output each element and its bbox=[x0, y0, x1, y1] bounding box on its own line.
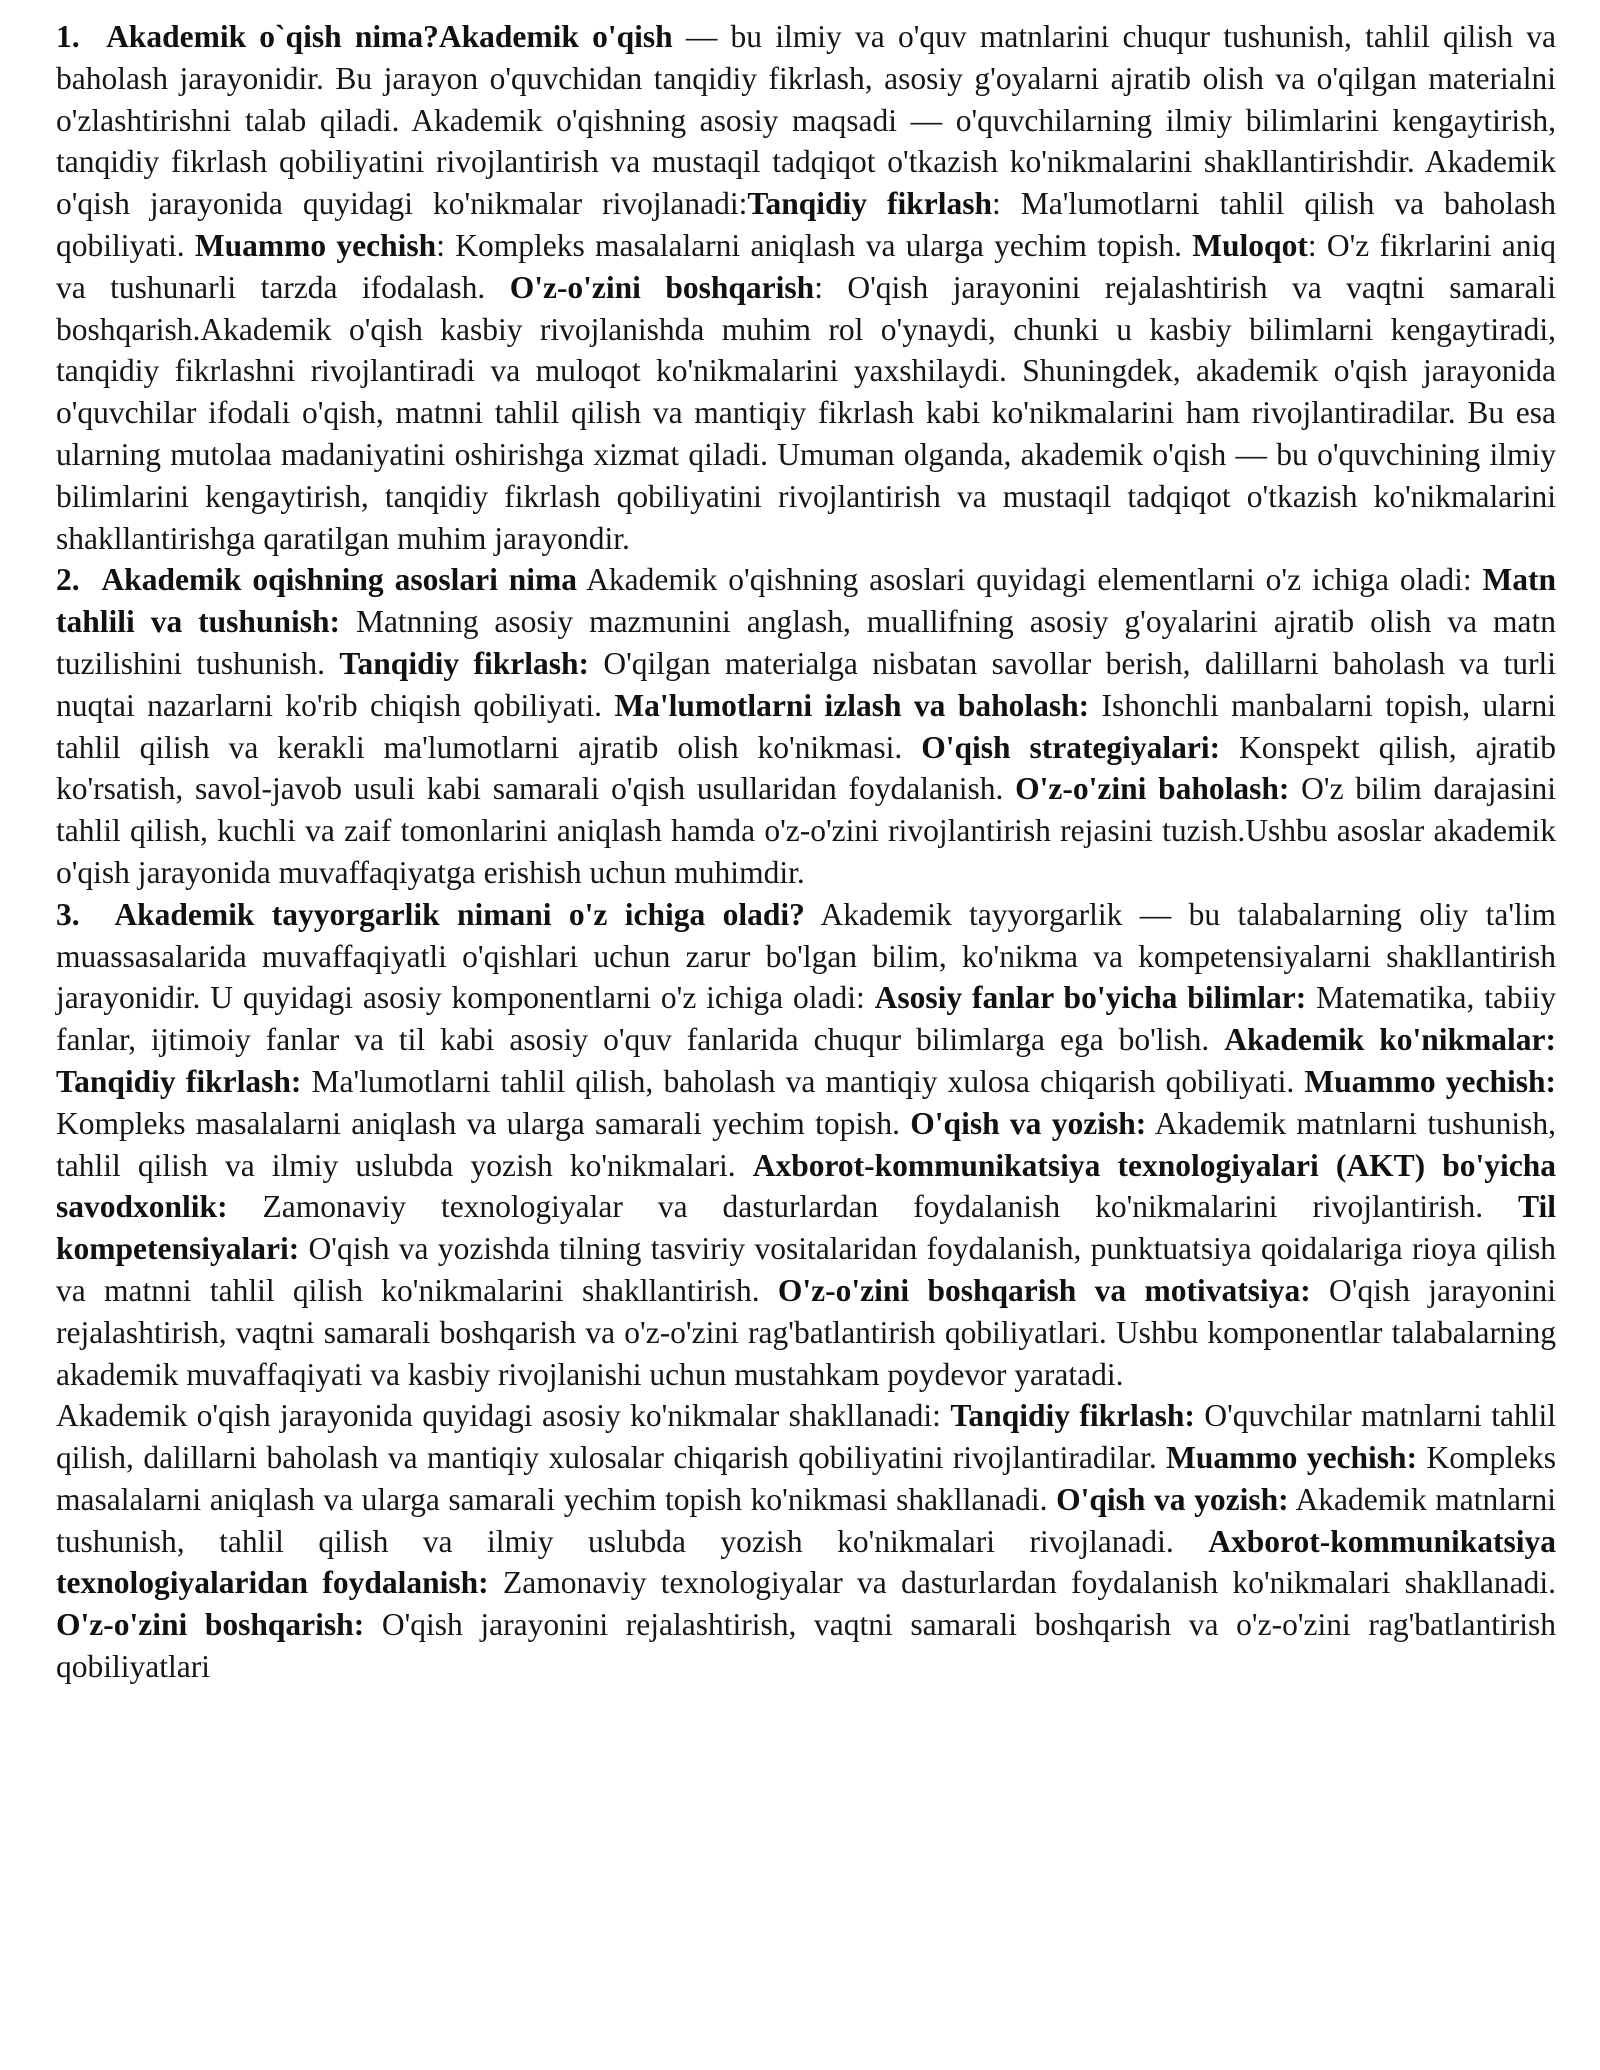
text-run: : Kompleks masalalarni aniqlash va ularga yechim topish. bbox=[436, 227, 1193, 263]
section-1 bbox=[56, 16, 1556, 559]
term: O'z-o'zini baholash: bbox=[1015, 771, 1290, 807]
text-run: Ma'lumotlarni tahlil qilish, baholash va mantiqiy xulosa chiqarish qobiliyati. bbox=[301, 1063, 1305, 1099]
term: Muammo yechish: bbox=[1304, 1063, 1556, 1099]
section-number: 2. bbox=[56, 562, 80, 598]
text-run: O'qish jarayonini rejalashtirish, vaqtni samarali boshqarish va o'z-o'zini rag'batlantirish qobiliyatlari bbox=[56, 1607, 1556, 1685]
text-run: Kompleks masalalarni aniqlash va ularga samarali yechim topish ko'nikmasi shakllanadi. bbox=[56, 1440, 1557, 1517]
term: Tanqidiy fikrlash: bbox=[339, 645, 589, 681]
term: Asosiy fanlar bo'yicha bilimlar: bbox=[874, 980, 1307, 1016]
text-run: Konspekt qilish, ajratib ko'rsatish, savol-javob usuli kabi samarali o'qish usullaridan foydalanish. bbox=[56, 729, 1556, 807]
term: Muammo yechish bbox=[194, 227, 437, 263]
section-heading: Akademik oqishning asoslari nima bbox=[101, 562, 577, 598]
text-run: O'qish va yozishda tilning tasviriy vositalaridan foydalanish, punktuatsiya qoidalariga rioya qilish va matnni tahlil qilish ko'nikmalarini shakllantirish. bbox=[56, 1231, 1556, 1308]
text-run: O'z bilim darajasini tahlil qilish, kuchli va zaif tomonlarini aniqlash hamda o'z-o'zini rivojlantirish rejasini tuzish.Ushbu asoslar akademik o'qish jarayonida muvaffaqiyatga erishish uchun muhimdir. bbox=[56, 771, 1556, 890]
term: Tanqidiy fikrlash bbox=[747, 186, 993, 222]
text-run: Akademik matnlarni tushunish, tahlil qilish va ilmiy uslubda yozish ko'nikmalari. bbox=[56, 1105, 1556, 1183]
text-run: O'quvchilar matnlarni tahlil qilish, dalillarni baholash va mantiqiy xulosalar chiqarish qobiliyatini rivojlantiradilar. bbox=[56, 1398, 1556, 1476]
term: Axborot-kommunikatsiya texnologiyalari (AKT) bo'yicha savodxonlik: bbox=[56, 1147, 1556, 1225]
term: Muloqot bbox=[1192, 227, 1308, 263]
text-run: Zamonaviy texnologiyalar va dasturlardan foydalanish ko'nikmalari shakllanadi. bbox=[488, 1565, 1556, 1601]
text-run: : O'qish jarayonini rejalashtirish va vaqtni samarali boshqarish.Akademik o'qish kasbiy rivojlanishda muhim rol o'ynaydi, chunki u kasbiy bilimlarni kengaytiradi, tanqidiy fikrlashni rivojlantiradi va muloqot ko'nikmalarini yaxshilaydi. Shuningdek, akademik o'qish jarayonida o'quvchilar ifodali o'qish, matnni tahlil qilish va mantiqiy fikrlash kabi ko'nikmalarini ham rivojlantiradilar. Bu esa ularning mutolaa madaniyatini oshirishga xizmat qiladi. Umuman olganda, akademik o'qish — bu o'quvchining ilmiy bilimlarini kengaytirish, tanqidiy fikrlash qobiliyatini rivojlantirish va mustaqil tadqiqot o'tkazish ko'nikmalarini shakllantirishga qaratilgan muhim jarayondir. bbox=[56, 269, 1556, 556]
text-run: Akademik o'qishning asoslari quyidagi elementlarni o'z ichiga oladi: bbox=[577, 562, 1483, 598]
section-number: 3. bbox=[56, 896, 80, 932]
text-run: Matematika, tabiiy fanlar, ijtimoiy fanlar va til kabi asosiy o'quv fanlarida chuqur bilimlarga ega bo'lish. bbox=[56, 980, 1556, 1058]
text-run: Ishonchli manbalarni topish, ularni tahlil qilish va kerakli ma'lumotlarni ajratib olish ko'nikmasi. bbox=[56, 687, 1556, 765]
term: O'qish va yozish: bbox=[910, 1105, 1147, 1141]
section-number: 1. bbox=[56, 19, 80, 54]
term: Tanqidiy fikrlash: bbox=[950, 1398, 1195, 1434]
term: Ma'lumotlarni izlash va baholash: bbox=[614, 687, 1090, 723]
term: O'qish strategiyalari: bbox=[921, 729, 1221, 765]
section-4 bbox=[56, 1395, 1556, 1688]
term: Akademik ko'nikmalar: Tanqidiy fikrlash: bbox=[56, 1022, 1556, 1099]
term: Muammo yechish: bbox=[1166, 1440, 1418, 1476]
text-run: Akademik matnlarni tushunish, tahlil qilish va ilmiy uslubda yozish ko'nikmalari rivojlanadi. bbox=[56, 1481, 1557, 1559]
section-3 bbox=[56, 894, 1556, 1396]
text-run: Kompleks masalalarni aniqlash va ularga samarali yechim topish. bbox=[56, 1105, 911, 1141]
text-run: : Ma'lumotlarni tahlil qilish va baholash qobiliyati. bbox=[56, 186, 1557, 263]
document-page bbox=[56, 16, 1556, 1688]
text-run: Akademik tayyorgarlik — bu talabalarning oliy ta'lim muassasalarida muvaffaqiyatli o'qishlari uchun zarur bo'lgan bilim, ko'nikma va kompetensiyalarni shakllantirish jarayonidir. U quyidagi asosiy komponentlarni o'z ichiga oladi: bbox=[56, 896, 1557, 1016]
term: O'qish va yozish: bbox=[1056, 1481, 1289, 1517]
term: Axborot-kommunikatsiya texnologiyalaridan foydalanish: bbox=[56, 1523, 1556, 1601]
text-run: : O'z fikrlarini aniq va tushunarli tarzda ifodalash. bbox=[56, 227, 1556, 305]
text-run: Zamonaviy texnologiyalar va dasturlardan foydalanish ko'nikmalarini rivojlantirish. bbox=[227, 1189, 1519, 1225]
section-heading: Akademik o`qish nima?Akademik o'qish bbox=[106, 19, 673, 54]
text-run: O'qish jarayonini rejalashtirish, vaqtni samarali boshqarish va o'z-o'zini rag'batlantirish qobiliyatlari. Ushbu komponentlar talabalarning akademik muvaffaqiyati va kasbiy rivojlanishi uchun mustahkam poydevor yaratadi. bbox=[56, 1272, 1556, 1392]
section-heading: Akademik tayyorgarlik nimani o'z ichiga oladi? bbox=[114, 896, 805, 932]
section-2 bbox=[56, 559, 1556, 893]
text-run: — bu ilmiy va o'quv matnlarini chuqur tushunish, tahlil qilish va baholash jarayonidir. Bu jarayon o'quvchidan tanqidiy fikrlash, asosiy g'oyalarni ajratib olish va o'qilgan materialni o'zlashtirishni talab qiladi. Akademik o'qishning asosiy maqsadi — o'quvchilarning ilmiy bilimlarini kengaytirish, tanqidiy fikrlash qobiliyatini rivojlantirish va mustaqil tadqiqot o'tkazish ko'nikmalarini shakllantirishdir. Akademik o'qish jarayonida quyidagi ko'nikmalar rivojlanadi: bbox=[56, 19, 1556, 222]
text-run: Matnning asosiy mazmunini anglash, muallifning asosiy g'oyalarini ajratib olish va matn tuzilishini tushunish. bbox=[56, 604, 1556, 681]
term: O'z-o'zini boshqarish va motivatsiya: bbox=[777, 1272, 1311, 1308]
text-run: O'qilgan materialga nisbatan savollar berish, dalillarni baholash va turli nuqtai nazarlarni ko'rib chiqish qobiliyati. bbox=[56, 645, 1556, 723]
term: Matn tahlili va tushunish: bbox=[56, 562, 1556, 640]
term: O'z-o'zini boshqarish bbox=[509, 269, 815, 305]
term: O'z-o'zini boshqarish: bbox=[56, 1607, 365, 1643]
text-run: Akademik o'qish jarayonida quyidagi asosiy ko'nikmalar shakllanadi: bbox=[56, 1398, 951, 1434]
term: Til kompetensiyalari: bbox=[56, 1189, 1556, 1267]
